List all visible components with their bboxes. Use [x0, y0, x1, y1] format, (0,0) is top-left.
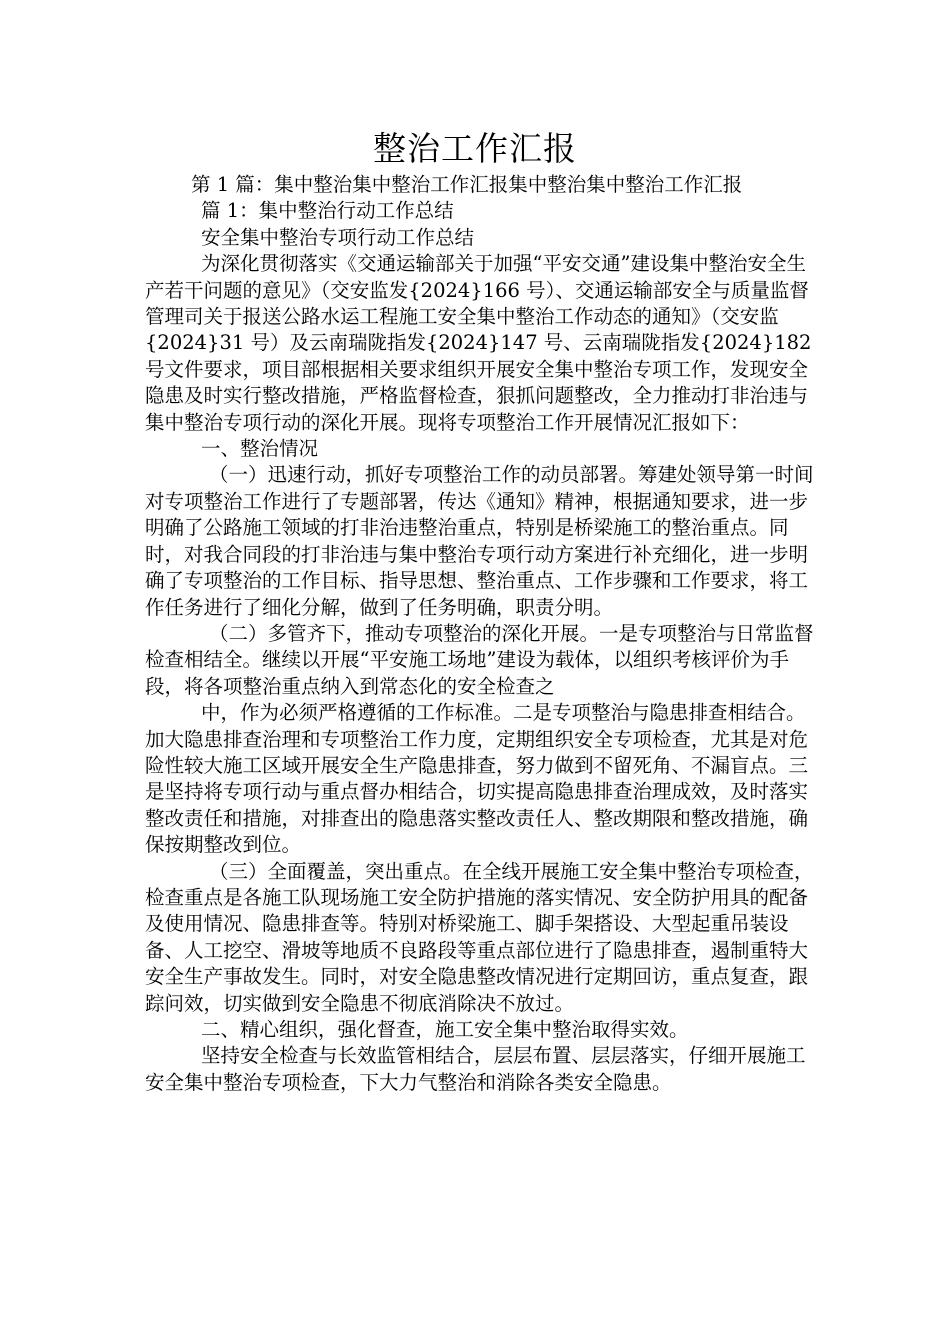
paragraph-section-heading: 篇 1：集中整治行动工作总结: [201, 199, 454, 223]
paragraph-article-heading: 第 1 篇：集中整治集中整治工作汇报集中整治集中整治工作汇报: [191, 173, 743, 196]
paragraph-item-2-continued: 中，作为必须严格遵循的工作标准。二是专项整治与隐患排查相结合。加大隐患排查治理和专项整治工作力度，定期组织安全专项检查，尤其是对危险性较大施工区域开展安全生产隐患排查，努力做到不留死角、不漏盲点。三是坚持将专项行动与重点督办相结合，切实提高隐患排查治理成效，及时落实整改责任和措施，对排查出的隐患落实整改责任人、整改期限和整改措施，确保按期整改到位。: [145, 701, 809, 857]
paragraph-heading-2: 二、精心组织，强化督查，施工安全集中整治取得实效。: [201, 1018, 689, 1041]
paragraph-intro: 为深化贯彻落实《交通运输部关于加强“平安交通”建设集中整治安全生产若干问题的意见》（交安监发{2024}166 号）、交通运输部安全与质量监督管理司关于报送公路水运工程施工安全集中整治工作动态的通知》（交安监{2024}31 号）及云南瑞陇指发{2024}147 号、云南瑞陇指发{2024}182 号文件要求，项目部根据相关要求组织开展安全集中整治专项工作，发现安全隐患及时实行整改措施，严格监督检查，狠抓问题整改，全力推动打非治违与集中整治专项行动的深化开展。现将专项整治工作开展情况汇报如下：: [145, 252, 812, 434]
paragraph-item-1: （一）迅速行动，抓好专项整治工作的动员部署。筹建处领导第一时间对专项整治工作进行了专题部署，传达《通知》精神，根据通知要求，进一步明确了公路施工领域的打非治违整治重点，特别是桥梁施工的整治重点。同时，对我合同段的打非治违与集中整治专项行动方案进行补充细化，进一步明确了专项整治的工作目标、指导思想、整治重点、工作步骤和工作要求，将工作任务进行了细化分解，做到了任务明确，职责分明。: [145, 463, 814, 619]
document-title: 整治工作汇报: [373, 129, 577, 168]
document-body: [145, 172, 818, 1096]
paragraph-item-2: （二）多管齐下，推动专项整治的深化开展。一是专项整治与日常监督检查相结全。继续以开展“平安施工场地”建设为载体，以组织考核评价为手段，将各项整治重点纳入到常态化的安全检查之: [145, 621, 814, 698]
paragraph-closing: 坚持安全检查与长效监管相结合，层层布置、层层落实，仔细开展施工安全集中整治专项检查，下大力气整治和消除各类安全隐患。: [145, 1044, 806, 1094]
paragraph-summary-heading: 安全集中整治专项行动工作总结: [201, 225, 475, 249]
paragraph-item-3: （三）全面覆盖，突出重点。在全线开展施工安全集中整治专项检查，检查重点是各施工队现场施工安全防护措施的落实情况、安全防护用具的配备及使用情况、隐患排查等。特别对桥梁施工、脚手架搭设、大型起重吊装设备、人工挖空、滑坡等地质不良路段等重点部位进行了隐患排查，遏制重特大安全生产事故发生。同时，对安全隐患整改情况进行定期回访，重点复查，跟踪问效，切实做到安全隐患不彻底消除决不放过。: [145, 859, 814, 1015]
paragraph-heading-1: 一、整治情况: [201, 437, 319, 461]
